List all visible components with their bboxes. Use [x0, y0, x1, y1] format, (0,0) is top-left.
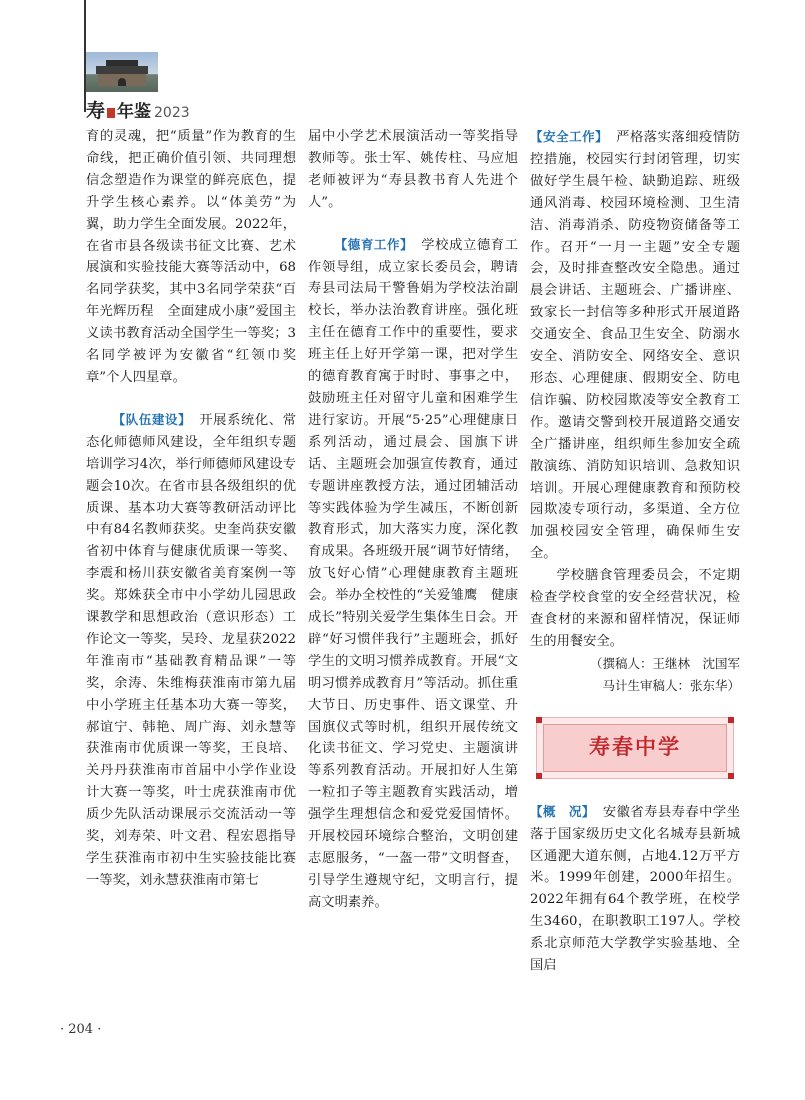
header-seal-icon: [107, 108, 115, 118]
reviewer-credit: 马计生审稿人：张东华）: [602, 677, 740, 693]
column-1: [86, 126, 296, 892]
paragraph-team: [86, 409, 296, 892]
paragraph-overview: [530, 801, 740, 977]
header-photo: [86, 52, 158, 92]
section-lead-team: 【队伍建设】: [112, 411, 192, 427]
section-lead-safety: 【安全工作】: [530, 129, 609, 144]
paragraph-body: 安徽省寿县寿春中学坐落于国家级历史文化名城寿县新城区通淝大道东侧，占地4.12万平方米。1999年创建，2000年招生。2022年拥有64个教学班，在校学生3460，在职教职工197人。学校系北京师范大学教学实验基地、全国启: [530, 804, 740, 974]
author-credit: （撰稿人：王继林 沈国军: [589, 655, 740, 671]
running-header: [86, 96, 190, 123]
section-lead-overview: 【概 况】: [530, 803, 595, 819]
section-lead-moral: 【德育工作】: [334, 236, 414, 252]
paragraph-safety: [530, 126, 740, 565]
paragraph-body: 开展系统化、常态化师德师风建设，全年组织专题培训学习4次，举行师德师风建设专题会10次。在省市县各级组织的优质课、基本功大赛等教研活动评比中有84名教师获奖。史奎尚获安徽省初中体育与健康优质课一等奖、李震和杨川获安徽省美育案例一等奖。郑姝获全市中小学幼儿园思政课教学和思想政治（意识形态）工作论文一等奖，吴玲、龙星获2022年淮南市“基础教育精品课”一等奖，余涛、朱维梅获淮南市第九届中小学班主任基本功大赛一等奖，郝谊宁、韩艳、周广海、刘永慧等获淮南市优质课一等奖，王良培、关丹丹获淮南市首届中小学作业设计大赛一等奖，叶士虎获淮南市优质少先队活动课展示交流活动一等奖，刘寿荣、叶文君、程宏恩指导学生获淮南市初中生实验技能比赛一等奖，刘永慧获淮南市第七: [86, 412, 296, 888]
paragraph-moral: [308, 234, 518, 914]
page-number: · 204 ·: [60, 1022, 102, 1037]
section-heading: 寿春中学: [589, 734, 681, 759]
header-logo-char: 寿: [86, 100, 106, 122]
header-title: 年鉴: [117, 102, 152, 122]
paragraph: 届中小学艺术展演活动一等奖指导教师等。张士军、姚传柱、马应旭老师被评为“寿县教书育人先进个人”。: [308, 129, 518, 210]
column-3: [530, 126, 740, 977]
paragraph-body: 严格落实落细疫情防控措施，校园实行封闭管理，切实做好学生晨午检、缺勤追踪、班级通风消毒、校园环境检测、卫生清洁、消毒消杀、防疫物资储备等工作。召开“一月一主题”安全专题会，及时排查整改安全隐患。通过晨会讲话、主题班会、广播讲座、致家长一封信等多种形式开展道路交通安全、食品卫生安全、防溺水安全、消防安全、网络安全、意识形态、心理健康、假期安全、防电信诈骗、防校园欺凌等安全教育工作。邀请交警到校开展道路交通安全广播讲座，组织师生参加安全疏散演练、消防知识培训、急救知识培训。开展心理健康教育和预防校园欺凌专项行动，多渠道、全方位加强校园安全管理，确保师生安全。: [530, 130, 740, 562]
paragraph: 育的灵魂，把“质量”作为教育的生命线，把正确价值引领、共同理想信念塑造作为课堂的鲜亮底色，提升学生核心素养。以“体美劳”为翼，助力学生全面发展。2022年，在省市县各级读书征文比赛、艺术展演和实验技能大赛等活动中，68名同学获奖，其中3名同学荣获“百年光辉历程 全面建成小康”爱国主义读书教育活动全国学生一等奖；3名同学被评为安徽省“红领巾奖章”个人四星章。: [86, 129, 296, 385]
column-2: [308, 126, 518, 914]
section-heading-box: [536, 717, 734, 779]
header-year: 2023: [154, 105, 190, 121]
paragraph: 学校膳食管理委员会，不定期检查学校食堂的安全经营状况，检查食材的来源和留样情况，保证师生的用餐安全。: [530, 568, 740, 649]
paragraph-body: 学校成立德育工作领导组，成立家长委员会，聘请寿县司法局干警鲁娟为学校法治副校长，举办法治教育讲座。强化班主任在德育工作中的重要性，要求班主任上好开学第一课，把对学生的德育教育寓于时时、事事之中，鼓励班主任对留守儿童和困难学生进行家访。开展“5·25”心理健康日系列活动，通过晨会、国旗下讲话、主题班会加强宣传教育，通过专题讲座教授方法，通过团辅活动等实践体验为学生减压，不断创新教育形式，加大落实力度，深化教育成果。各班级开展“调节好情绪，放飞好心情”心理健康教育主题班会。举办全校性的“关爱雏鹰 健康成长”特别关爱学生集体生日会。开辟“好习惯伴我行”主题班会，抓好学生的文明习惯养成教育。开展“文明习惯养成教育月”等活动。抓住重大节日、历史事件、语文课堂、升国旗仪式等时机，组织开展传统文化读书征文、学习党史、主题演讲等系列教育活动。开展扣好人生第一粒扣子等主题教育实践活动，增强学生理想信念和爱党爱国情怀。开展校园环境综合整治，文明创建志愿服务，“一盔一带”文明督查，引导学生遵规守纪，文明言行，提高文明素养。: [308, 237, 518, 910]
